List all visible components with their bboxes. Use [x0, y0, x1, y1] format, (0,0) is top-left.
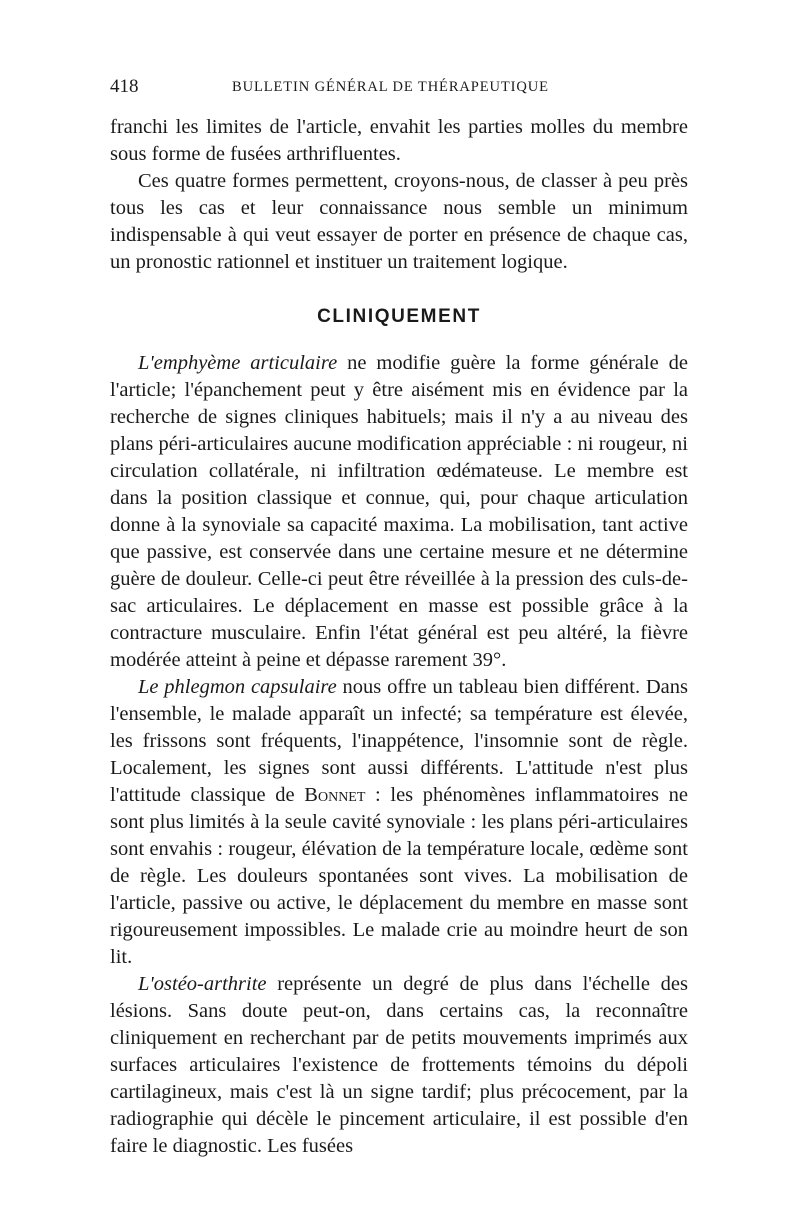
paragraph-emphyeme: [110, 350, 688, 674]
paragraph-phlegmon-text-1: nous offre un tableau bien différent. Dans l'ensemble, le malade apparaît un infecté; sa température est élevée, les frissons sont fréquents, l'inappétence, l'insomnie sont de règle. Localement, les signes sont aussi différents. L'attitude n'est plus l'attitude classique de: [110, 676, 688, 806]
article-body: [110, 114, 688, 1160]
running-head: [110, 72, 688, 102]
section-heading: CLINIQUEMENT: [317, 306, 481, 327]
journal-page: [110, 72, 688, 1160]
term-emphyeme: L'emphyème articulaire: [138, 352, 338, 374]
term-osteo-arthrite: L'ostéo-arthrite: [138, 973, 267, 995]
paragraph-four-forms: Ces quatre formes permettent, croyons-nous, de classer à peu près tous les cas et leur connaissance nous semble un minimum indispensable à qui veut essayer de porter en présence de chaque cas, un pronostic rationnel et instituer un traitement logique.: [110, 170, 688, 273]
term-phlegmon: Le phlegmon capsulaire: [138, 676, 337, 698]
journal-title: BULLETIN GÉNÉRAL DE THÉRAPEUTIQUE: [232, 79, 549, 95]
paragraph-osteo-arthrite: [110, 971, 688, 1160]
page-number: 418: [110, 76, 139, 97]
paragraph-continued: franchi les limites de l'article, envahit les parties molles du membre sous forme de fusées arthrifluentes.: [110, 116, 688, 165]
paragraph-phlegmon-text-2: : les phénomènes inflammatoires ne sont plus limités à la seule cavité synoviale : les plans péri-articulaires sont envahis : rougeur, élévation de la température locale, œdème sont de règle. Les douleurs spontanées sont vives. La mobilisation de l'article, passive ou active, le déplacement du membre en masse sont rigoureusement impossibles. Le malade crie au moindre heurt de son lit.: [110, 784, 688, 968]
author-name-bonnet: Bonnet: [304, 784, 366, 806]
paragraph-osteo-text: représente un degré de plus dans l'échelle des lésions. Sans doute peut-on, dans certains cas, la reconnaître cliniquement en recherchant par de petits mouvements imprimés aux surfaces articulaires l'existence de frottements témoins du dépoli cartilagineux, mais c'est là un signe tardif; plus précocement, par la radiographie qui décèle le pincement articulaire, il est possible d'en faire le diagnostic. Les fusées: [110, 973, 688, 1157]
paragraph-phlegmon: [110, 674, 688, 971]
paragraph-emphyeme-text: ne modifie guère la forme générale de l'article; l'épanchement peut y être aisément mis en évidence par la recherche de signes cliniques habituels; mais il n'y a au niveau des plans péri-articulaires aucune modification appréciable : ni rougeur, ni circulation collatérale, ni infiltration œdémateuse. Le membre est dans la position classique et connue, qui, pour chaque articulation donne à la synoviale sa capacité maxima. La mobilisation, tant active que passive, est conservée dans une certaine mesure et ne détermine guère de douleur. Celle-ci peut être réveillée à la pression des culs-de-sac articulaires. Le déplacement en masse est possible grâce à la contracture musculaire. Enfin l'état général est peu altéré, la fièvre modérée atteint à peine et dépasse rarement 39°.: [110, 352, 688, 671]
